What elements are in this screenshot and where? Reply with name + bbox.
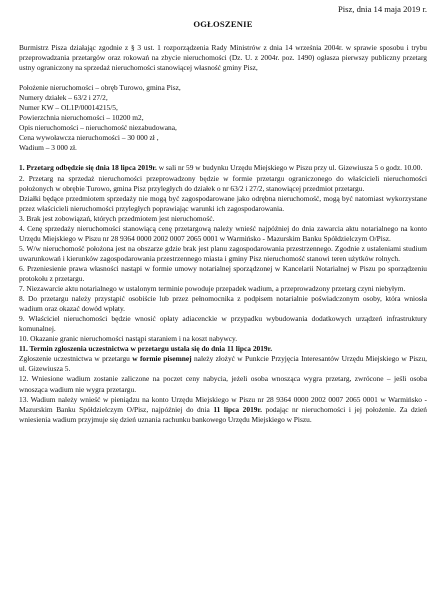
point-6: 6. Przeniesienie prawa własności nastąpi w formie umowy notarialnej sporządzonej w Kancelarii Notarialnej w Piszu po sporządzeniu protokołu z przetargu.	[19, 263, 427, 283]
property-starting-price: Cena wywoławcza nieruchomości – 30 000 zł ,	[19, 133, 159, 143]
point-13-b: podając nr nieruchomości i jej położenie. Za dzień wniesienia wadium przyjmuje się dzień uznania rachunku bankowego Urzędu Miejskiego w Piszu.	[19, 404, 427, 424]
point-1	[19, 163, 427, 173]
point-1-rest: w sali nr 59 w budynku Urzędu Miejskiego w Piszu przy ul. Gizewiusza 5 o godz. 10.00.	[156, 163, 423, 173]
property-location: Położenie nieruchomości – obręb Turowo, gmina Pisz,	[19, 83, 181, 93]
property-plot-numbers: Numery działek – 63/2 i 27/2,	[19, 93, 108, 103]
point-11-bold: 11. Termin zgłoszenia uczestnictwa w przetargu ustala się do dnia 11 lipca 2019r.	[19, 344, 273, 354]
intro-paragraph: Burmistrz Pisza działając zgodnie z § 3 ust. 1 rozporządzenia Rady Ministrów z dnia 14 września 2004r. w sprawie sposobu i trybu przeprowadzania przetargów oraz rokowań na zbycie nieruchomości (Dz. U. z 2004r. poz. 1490) ogłasza pierwszy publiczny przetarg ustny ograniczony na sprzedaż nieruchomości stanowiącej własność gminy Pisz,	[19, 43, 427, 73]
document-date: Pisz, dnia 14 maja 2019 r.	[337, 4, 427, 14]
point-4: 4. Cenę sprzedaży nieruchomości stanowiącą cenę przetargową należy wnieść najpóźniej do dnia zawarcia aktu notarialnego na konto Urzędu Miejskiego w Piszu nr 28 9364 0000 2002 0007 2065 0001 w Warmińsko - Mazurskim Banku Spółdzielczym O/Pisz.	[19, 223, 427, 243]
point-12: 12. Wniesione wadium zostanie zaliczone na poczet ceny nabycia, jeżeli osoba wnosząca wygra przetarg, zwrócone – jeśli osoba wnosząca wadium nie wygra przetargu.	[19, 374, 427, 394]
point-13-a: 13. Wadium należy wnieść w pieniądzu na konto Urzędu Miejskiego w Piszu nr 28 9364 0000 2002 0007 2065 0001 w Warmińsko - Mazurskim Banku Spółdzielczym O/Pisz, najpóźniej do dnia	[19, 394, 427, 414]
point-7: 7. Niezawarcie aktu notarialnego w ustalonym terminie powoduje przepadek wadium, a przeprowadzony przetarg czyni niebyłym.	[19, 284, 406, 294]
point-1-bold: 1. Przetarg odbędzie się dnia 18 lipca 2019r.	[19, 163, 157, 173]
point-9: 9. Właściciel nieruchomości będzie wnosić opłaty adiacenckie w przypadku wybudowania dodatkowych urządzeń infrastruktury komunalnej.	[19, 314, 427, 334]
point-11	[19, 354, 427, 374]
point-2-continued: Działki będące przedmiotem sprzedaży nie mogą być zagospodarowane jako odrębna nieruchomość, mogą być natomiast wykorzystane przez właścicieli nieruchomości przyległych poprawiając warunki ich zagospodarowania.	[19, 193, 427, 213]
property-area: Powierzchnia nieruchomości – 10200 m2,	[19, 113, 144, 123]
point-10: 10. Okazanie granic nieruchomości nastąpi staraniem i na koszt nabywcy.	[19, 334, 238, 344]
point-11-a: Zgłoszenie uczestnictwa w przetargu	[19, 354, 133, 364]
point-3: 3. Brak jest zobowiązań, których przedmiotem jest nieruchomość.	[19, 213, 215, 223]
point-8: 8. Do przetargu należy przystąpić osobiście lub przez pełnomocnika z podpisem notarialnie poświadczonym osoby, która wniosła wadium oraz okazać dowód wpłaty.	[19, 294, 427, 314]
point-13	[19, 395, 427, 425]
property-land-register: Numer KW – OL1P/00014215/5,	[19, 103, 118, 113]
point-11-c: należy złożyć w Punkcie Przyjęcia Interesantów Urzędu Miejskiego w Piszu, ul. Gizewiusza 5.	[19, 354, 427, 374]
document-title: OGŁOSZENIE	[193, 19, 253, 29]
property-deposit: Wadium – 3 000 zł.	[19, 143, 77, 153]
point-13-bold: 11 lipca 2019r.	[213, 404, 262, 414]
point-5: 5. W/w nieruchomość położona jest na obszarze gdzie brak jest planu zagospodarowania przestrzennego. Zgodnie z ustaleniami studium uwarunkowań i kierunków zagospodarowania przestrzennego miasta i gminy Pisz nieruchomość stanowi teren użytków rolnych.	[19, 243, 427, 263]
point-11-b: w formie pisemnej	[132, 354, 192, 364]
property-details	[19, 83, 427, 153]
property-description: Opis nieruchomości – nieruchomość niezabudowana,	[19, 123, 177, 133]
point-11-heading	[19, 344, 427, 354]
point-2: 2. Przetarg na sprzedaż nieruchomości przeprowadzony będzie w formie przetargu ograniczonego do właścicieli nieruchomości położonych w obrębie Turowo, gmina Pisz przyległych do działek o nr 63/2 i 27/2, stanowiącej przedmiot przetargu.	[19, 173, 427, 193]
